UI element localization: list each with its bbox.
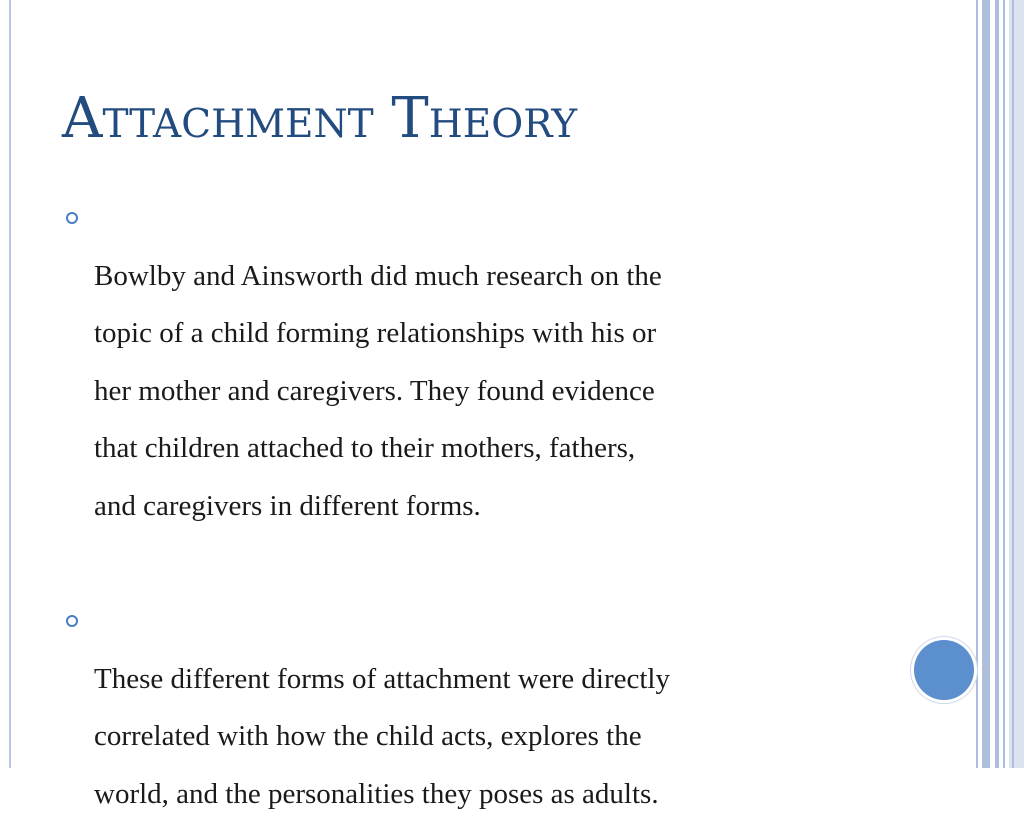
bullet-item: [66, 593, 866, 823]
right-stripe: [1003, 0, 1005, 768]
decorative-circle: [914, 640, 974, 700]
right-stripe: [982, 0, 990, 768]
bullet-text: These different forms of attachment were directly correlated with how the child acts, explores the world, and the personalities they poses as adults.: [94, 662, 670, 810]
bullet-item: [66, 190, 866, 535]
right-stripe: [1012, 0, 1014, 768]
left-border-line: [9, 0, 11, 768]
right-stripe: [976, 0, 978, 768]
bullet-icon: [66, 615, 78, 627]
bullet-list: [66, 190, 866, 823]
right-stripe: [995, 0, 999, 768]
bullet-icon: [66, 212, 78, 224]
bullet-text: Bowlby and Ainsworth did much research on the topic of a child forming relationships with his or her mother and caregivers. They found evidence that children attached to their mothers, fathers, and caregivers in different forms.: [94, 259, 662, 522]
slide-title: Attachment Theory: [62, 86, 578, 151]
